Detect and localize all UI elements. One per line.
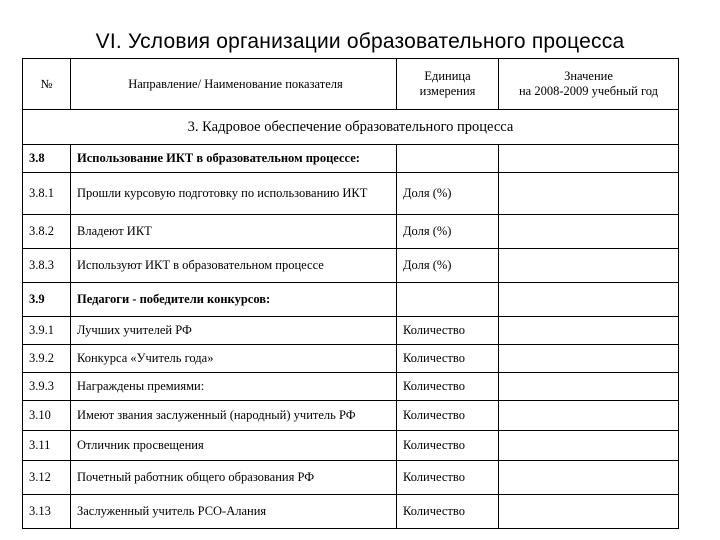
- row-number: 3.8.3: [23, 249, 71, 283]
- row-indicator-name: Имеют звания заслуженный (народный) учитель РФ: [71, 401, 397, 431]
- row-indicator-name: Прошли курсовую подготовку по использованию ИКТ: [71, 173, 397, 215]
- row-value: [499, 461, 679, 495]
- table-row: [23, 495, 679, 529]
- row-unit: [397, 283, 499, 317]
- table-row: [23, 461, 679, 495]
- table-row: [23, 345, 679, 373]
- row-number: 3.9.1: [23, 317, 71, 345]
- row-value: [499, 283, 679, 317]
- row-number: 3.8: [23, 145, 71, 173]
- row-number: 3.13: [23, 495, 71, 529]
- table-header-row: [23, 59, 679, 110]
- row-value: [499, 431, 679, 461]
- row-unit: Количество: [397, 317, 499, 345]
- header-value-line1: Значение: [564, 69, 613, 83]
- row-indicator-name: Лучших учителей РФ: [71, 317, 397, 345]
- page-title: VI. Условия организации образовательного процесса: [95, 30, 625, 53]
- header-unit-line1: Единица: [424, 69, 471, 83]
- table-row: [23, 173, 679, 215]
- section-row: [23, 110, 679, 145]
- table-row: [23, 317, 679, 345]
- header-value: [499, 59, 679, 110]
- table-row: [23, 145, 679, 173]
- row-unit: Количество: [397, 345, 499, 373]
- row-value: [499, 317, 679, 345]
- header-value-line2: на 2008-2009 учебный год: [518, 84, 659, 98]
- row-indicator-name: Конкурса «Учитель года»: [71, 345, 397, 373]
- row-indicator-name: Почетный работник общего образования РФ: [71, 461, 397, 495]
- row-indicator-name: Заслуженный учитель РСО-Алания: [71, 495, 397, 529]
- row-number: 3.9.2: [23, 345, 71, 373]
- row-number: 3.8.1: [23, 173, 71, 215]
- row-value: [499, 145, 679, 173]
- row-indicator-name: Отличник просвещения: [71, 431, 397, 461]
- table-row: [23, 401, 679, 431]
- row-number: 3.12: [23, 461, 71, 495]
- row-unit: Количество: [397, 431, 499, 461]
- row-unit: Количество: [397, 373, 499, 401]
- header-unit-line2: измерения: [419, 84, 476, 98]
- row-number: 3.9.3: [23, 373, 71, 401]
- row-unit: [397, 145, 499, 173]
- header-unit: [397, 59, 499, 110]
- row-indicator-name: Используют ИКТ в образовательном процессе: [71, 249, 397, 283]
- row-unit: Количество: [397, 461, 499, 495]
- row-unit: Количество: [397, 495, 499, 529]
- row-value: [499, 345, 679, 373]
- header-name: Направление/ Наименование показателя: [71, 59, 397, 110]
- row-value: [499, 173, 679, 215]
- row-unit: Количество: [397, 401, 499, 431]
- row-indicator-name: Владеют ИКТ: [71, 215, 397, 249]
- row-unit: Доля (%): [397, 215, 499, 249]
- table-row: [23, 283, 679, 317]
- row-indicator-name: Педагоги - победители конкурсов:: [71, 283, 397, 317]
- row-indicator-name: Награждены премиями:: [71, 373, 397, 401]
- indicators-table: [22, 58, 679, 529]
- row-value: [499, 401, 679, 431]
- row-unit: Доля (%): [397, 173, 499, 215]
- row-number: 3.11: [23, 431, 71, 461]
- row-number: 3.8.2: [23, 215, 71, 249]
- row-number: 3.10: [23, 401, 71, 431]
- row-value: [499, 495, 679, 529]
- table-row: [23, 373, 679, 401]
- row-value: [499, 373, 679, 401]
- row-unit: Доля (%): [397, 249, 499, 283]
- table-row: [23, 249, 679, 283]
- row-indicator-name: Использование ИКТ в образовательном процессе:: [71, 145, 397, 173]
- table-row: [23, 215, 679, 249]
- section-title: 3. Кадровое обеспечение образовательного процесса: [23, 110, 679, 145]
- header-number: №: [23, 59, 71, 110]
- table-row: [23, 431, 679, 461]
- row-value: [499, 215, 679, 249]
- row-number: 3.9: [23, 283, 71, 317]
- row-value: [499, 249, 679, 283]
